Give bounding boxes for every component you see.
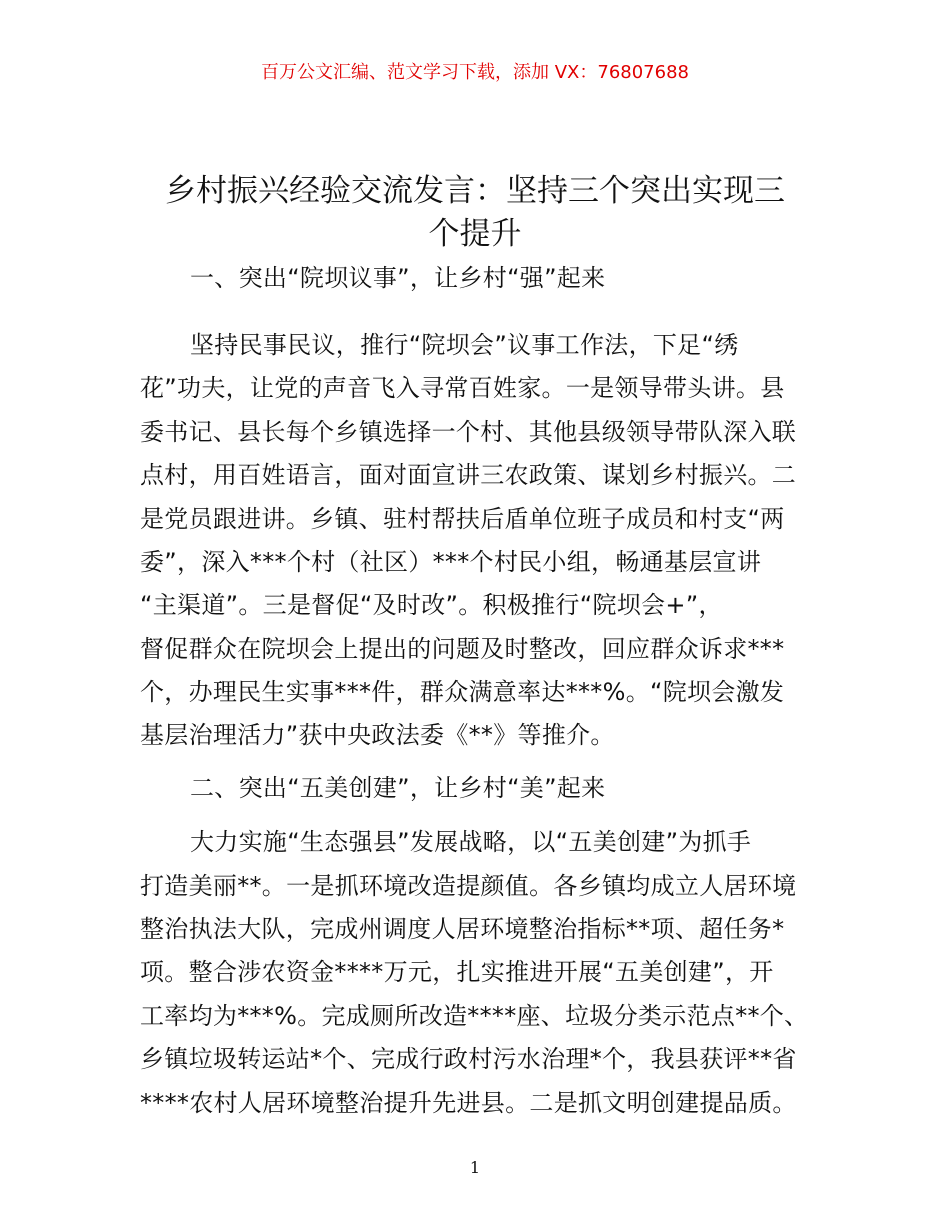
document-title-line-1: 乡村振兴经验交流发言：坚持三个突出实现三 — [165, 173, 785, 209]
page-number: 1 — [469, 1158, 481, 1177]
paragraph-line: 打造美丽**。一是抓环境改造提颜值。各乡镇均成立人居环境 — [140, 872, 797, 900]
paragraph-line: “主渠道”。三是督促“及时改”。积极推行“院坝会+”， — [140, 591, 723, 619]
paragraph-line: 基层治理活力”获中央政法委《**》等推介。 — [140, 721, 615, 749]
paragraph-line: ****农村人居环境整治提升先进县。二是抓文明创建提品质。 — [140, 1089, 797, 1117]
section-heading: 二、突出“五美创建”，让乡村“美”起来 — [190, 774, 606, 802]
paragraph-line: 花”功夫，让党的声音飞入寻常百姓家。一是领导带头讲。县 — [140, 374, 785, 402]
paragraph-line: 点村，用百姓语言，面对面宣讲三农政策、谋划乡村振兴。二 — [140, 461, 797, 489]
paragraph-line: 工率均为***%。完成厕所改造****座、垃圾分类示范点**个、 — [140, 1002, 809, 1030]
paragraph-line: 督促群众在院坝会上提出的问题及时整改，回应群众诉求*** — [140, 635, 785, 663]
paragraph-line: 整治执法大队，完成州调度人居环境整治指标**项、超任务* — [140, 915, 785, 943]
section-heading: 一、突出“院坝议事”，让乡村“强”起来 — [190, 264, 606, 292]
paragraph-line: 乡镇垃圾转运站*个、完成行政村污水治理*个，我县获评**省 — [140, 1045, 797, 1073]
paragraph-line: 委”，深入***个村（社区）***个村民小组，畅通基层宣讲 — [140, 548, 762, 576]
paragraph-line: 委书记、县长每个乡镇选择一个村、其他县级领导带队深入联 — [140, 418, 797, 446]
document-title-line-2: 个提升 — [428, 216, 522, 252]
paragraph-line: 坚持民事民议，推行“院坝会”议事工作法，下足“绣 — [190, 331, 739, 359]
paragraph-line: 项。整合涉农资金****万元，扎实推进开展“五美创建”，开 — [140, 958, 774, 986]
paragraph-line: 个，办理民生实事***件，群众满意率达***%。“院坝会激发 — [140, 678, 785, 706]
paragraph-line: 大力实施“生态强县”发展战略，以“五美创建”为抓手 — [190, 828, 752, 856]
header-watermark-text: 百万公文汇编、范文学习下载，添加 VX：76807688 — [261, 62, 689, 83]
paragraph-line: 是党员跟进讲。乡镇、驻村帮扶后盾单位班子成员和村支“两 — [140, 505, 785, 533]
